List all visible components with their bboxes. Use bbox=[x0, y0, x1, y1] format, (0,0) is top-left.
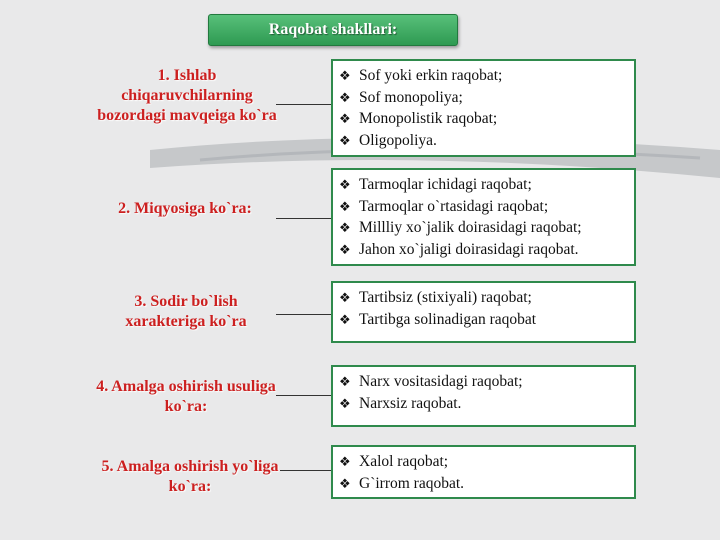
category-label-1: 1. Ishlab chiqaruvchilarning bozordagi mavqeiga ko`ra bbox=[97, 67, 277, 124]
list-item: ❖ Sof monopoliya; bbox=[339, 87, 628, 109]
connector-4 bbox=[276, 395, 331, 396]
list-item: ❖ Sof yoki erkin raqobat; bbox=[339, 65, 628, 87]
category-label-3: 3. Sodir bo`lish xarakteriga ko`ra bbox=[125, 293, 247, 330]
bullet-icon: ❖ bbox=[339, 220, 351, 235]
category-label-4: 4. Amalga oshirish usuliga ko`ra: bbox=[96, 378, 276, 415]
bullet-icon: ❖ bbox=[339, 68, 351, 83]
category-box-3 bbox=[331, 281, 636, 343]
bullet-icon: ❖ bbox=[339, 132, 351, 148]
list-item: ❖ Monopolistik raqobat; bbox=[339, 108, 628, 130]
bullet-icon: ❖ bbox=[339, 89, 351, 105]
list-item: ❖ Millliy xo`jalik doirasidagi raqobat; bbox=[339, 217, 628, 239]
bullet-icon: ❖ bbox=[339, 177, 351, 192]
bullet-icon: ❖ bbox=[339, 290, 351, 305]
connector-2 bbox=[276, 218, 331, 219]
category-label-2: 2. Miqyosiga ko`ra: bbox=[118, 200, 252, 217]
bullet-icon: ❖ bbox=[339, 198, 351, 214]
diagram-title: Raqobat shakllari: bbox=[208, 14, 458, 46]
bullet-icon: ❖ bbox=[339, 241, 351, 257]
category-box-1 bbox=[331, 59, 636, 157]
list-item: ❖ Tartibga solinadigan raqobat bbox=[339, 309, 628, 331]
list-item: ❖ Xalol raqobat; bbox=[339, 451, 628, 473]
bullet-icon: ❖ bbox=[339, 111, 351, 126]
list-item: ❖ Narxsiz raqobat. bbox=[339, 393, 628, 415]
bullet-icon: ❖ bbox=[339, 454, 351, 469]
list-item: ❖ Jahon xo`jaligi doirasidagi raqobat. bbox=[339, 239, 628, 261]
bullet-icon: ❖ bbox=[339, 374, 351, 389]
bullet-icon: ❖ bbox=[339, 475, 351, 491]
connector-3 bbox=[276, 314, 331, 315]
connector-5 bbox=[280, 470, 331, 471]
connector-1 bbox=[276, 104, 331, 105]
category-label-5: 5. Amalga oshirish yo`liga ko`ra: bbox=[101, 458, 279, 495]
category-box-5 bbox=[331, 445, 636, 499]
bullet-icon: ❖ bbox=[339, 395, 351, 411]
category-box-2 bbox=[331, 168, 636, 266]
list-item: ❖ Tarmoqlar o`rtasidagi raqobat; bbox=[339, 196, 628, 218]
list-item: ❖ Oligopoliya. bbox=[339, 130, 628, 152]
list-item: ❖ Tarmoqlar ichidagi raqobat; bbox=[339, 174, 628, 196]
list-item: ❖ Narx vositasidagi raqobat; bbox=[339, 371, 628, 393]
bullet-icon: ❖ bbox=[339, 311, 351, 327]
list-item: ❖ Tartibsiz (stixiyali) raqobat; bbox=[339, 287, 628, 309]
list-item: ❖ G`irrom raqobat. bbox=[339, 473, 628, 495]
category-box-4 bbox=[331, 365, 636, 427]
